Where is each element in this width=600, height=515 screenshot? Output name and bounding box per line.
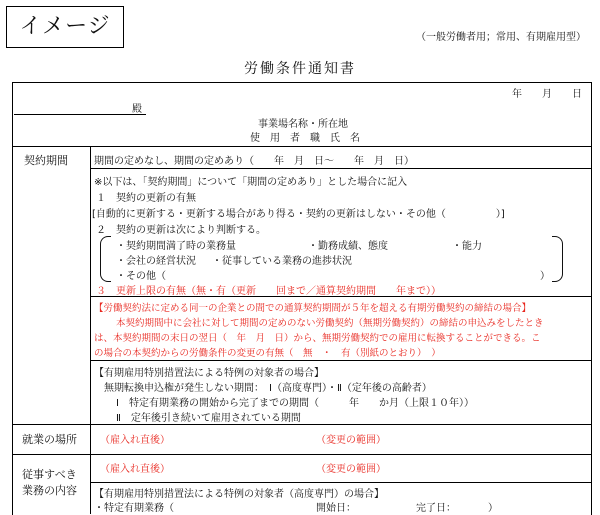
row-divider	[12, 424, 591, 425]
duties-start-date: 開始日：	[316, 503, 356, 514]
criteria-performance: ・勤務成績、態度	[308, 241, 388, 252]
criteria-workload: ・契約期間満了時の業務量	[116, 241, 236, 252]
contract-period-text: 期間の定めなし、期間の定めあり（ 年 月 日～ 年 月 日）	[94, 156, 414, 167]
row-divider	[12, 146, 591, 147]
judgement-title: ２ 契約の更新は次により判断する。	[96, 225, 266, 236]
contract-period-label: 契約期間	[24, 154, 68, 167]
duties-end-date: 完了日：	[416, 503, 456, 514]
workplace-change: （変更の範囲）	[316, 435, 386, 446]
criteria-ability: ・能力	[452, 241, 482, 252]
duties-specific-work: ・特定有期業務（	[94, 503, 174, 514]
employer-address-label: 事業場名称・所在地	[258, 119, 348, 130]
renewal-options: [自動的に更新する・更新する場合があり得る・契約の更新はしない・その他（ ）]	[92, 209, 505, 220]
row-divider	[90, 168, 591, 169]
conversion-line-1: 本契約期間中に会社に対して期間の定めのない労働契約（無期労働契約）の締結の申込みをしたとき	[116, 318, 544, 329]
image-label: イメージ	[19, 14, 111, 39]
special-measures-title: 【有期雇用特別措置法による特例の対象者の場合】	[94, 368, 324, 379]
criteria-other: ・その他（	[116, 271, 166, 282]
workplace-label: 就業の場所	[22, 433, 77, 446]
date-line: 年 月 日	[512, 89, 582, 100]
special-measures-ii: Ⅱ 定年後引き続いて雇用されている期間	[116, 413, 301, 424]
right-bracket	[552, 236, 563, 282]
conversion-line-2: は、本契約期間の末日の翌日（ 年 月 日）から、無期労働契約での雇用に転換することができる。こ	[94, 333, 541, 344]
renewal-limit: ３ 更新上限の有無（無・有（更新 回まで／通算契約期間 年まで））	[96, 286, 441, 297]
usage-type: （一般労働者用；常用、有期雇用型）	[416, 32, 586, 43]
duties-label-line-1: 従事すべき	[22, 468, 77, 481]
duties-change: （変更の範囲）	[316, 464, 386, 475]
contract-note: ※以下は、「契約期間」について「期間の定めあり」とした場合に記入	[94, 177, 408, 188]
duties-close: ）	[488, 503, 498, 514]
duties-label-line-2: 業務の内容	[22, 484, 77, 497]
special-measures-period: 無期転換申込権が発生しない期間： Ⅰ（高度専門）・Ⅱ（定年後の高齢者）	[104, 383, 432, 394]
workplace-hire: （雇入れ直後）	[100, 435, 170, 446]
criteria-progress: ・従事している業務の進捗状況	[212, 256, 352, 267]
addressee-underline	[14, 114, 146, 115]
criteria-business-status: ・会社の経営状況	[116, 256, 196, 267]
row-divider	[90, 482, 591, 483]
row-divider	[90, 360, 591, 361]
left-bracket	[100, 236, 111, 282]
conversion-line-3: の場合の本契約からの労働条件の変更の有無（ 無 ・ 有（別紙のとおり） ）	[94, 348, 441, 359]
row-divider	[12, 454, 591, 455]
image-label-box	[6, 6, 124, 48]
addressee-honorific: 殿	[132, 104, 142, 115]
conversion-heading: 【労働契約法に定める同一の企業との間での通算契約期間が５年を超える有期労働契約の締結の場合】	[94, 303, 532, 314]
criteria-other-close: ）	[540, 271, 550, 282]
special-measures-i: Ⅰ 特定有期業務の開始から完了までの期間（ 年 か月（上限１０年））	[116, 398, 474, 409]
duties-hire: （雇入れ直後）	[100, 464, 170, 475]
renewal-title: １ 契約の更新の有無	[96, 193, 196, 204]
label-column-divider	[90, 146, 91, 514]
document-title: 労働条件通知書	[244, 61, 356, 77]
employer-name-label: 使 用 者 職 氏 名	[250, 133, 360, 144]
duties-special-title: 【有期雇用特別措置法による特例の対象者（高度専門）の場合】	[94, 489, 384, 500]
